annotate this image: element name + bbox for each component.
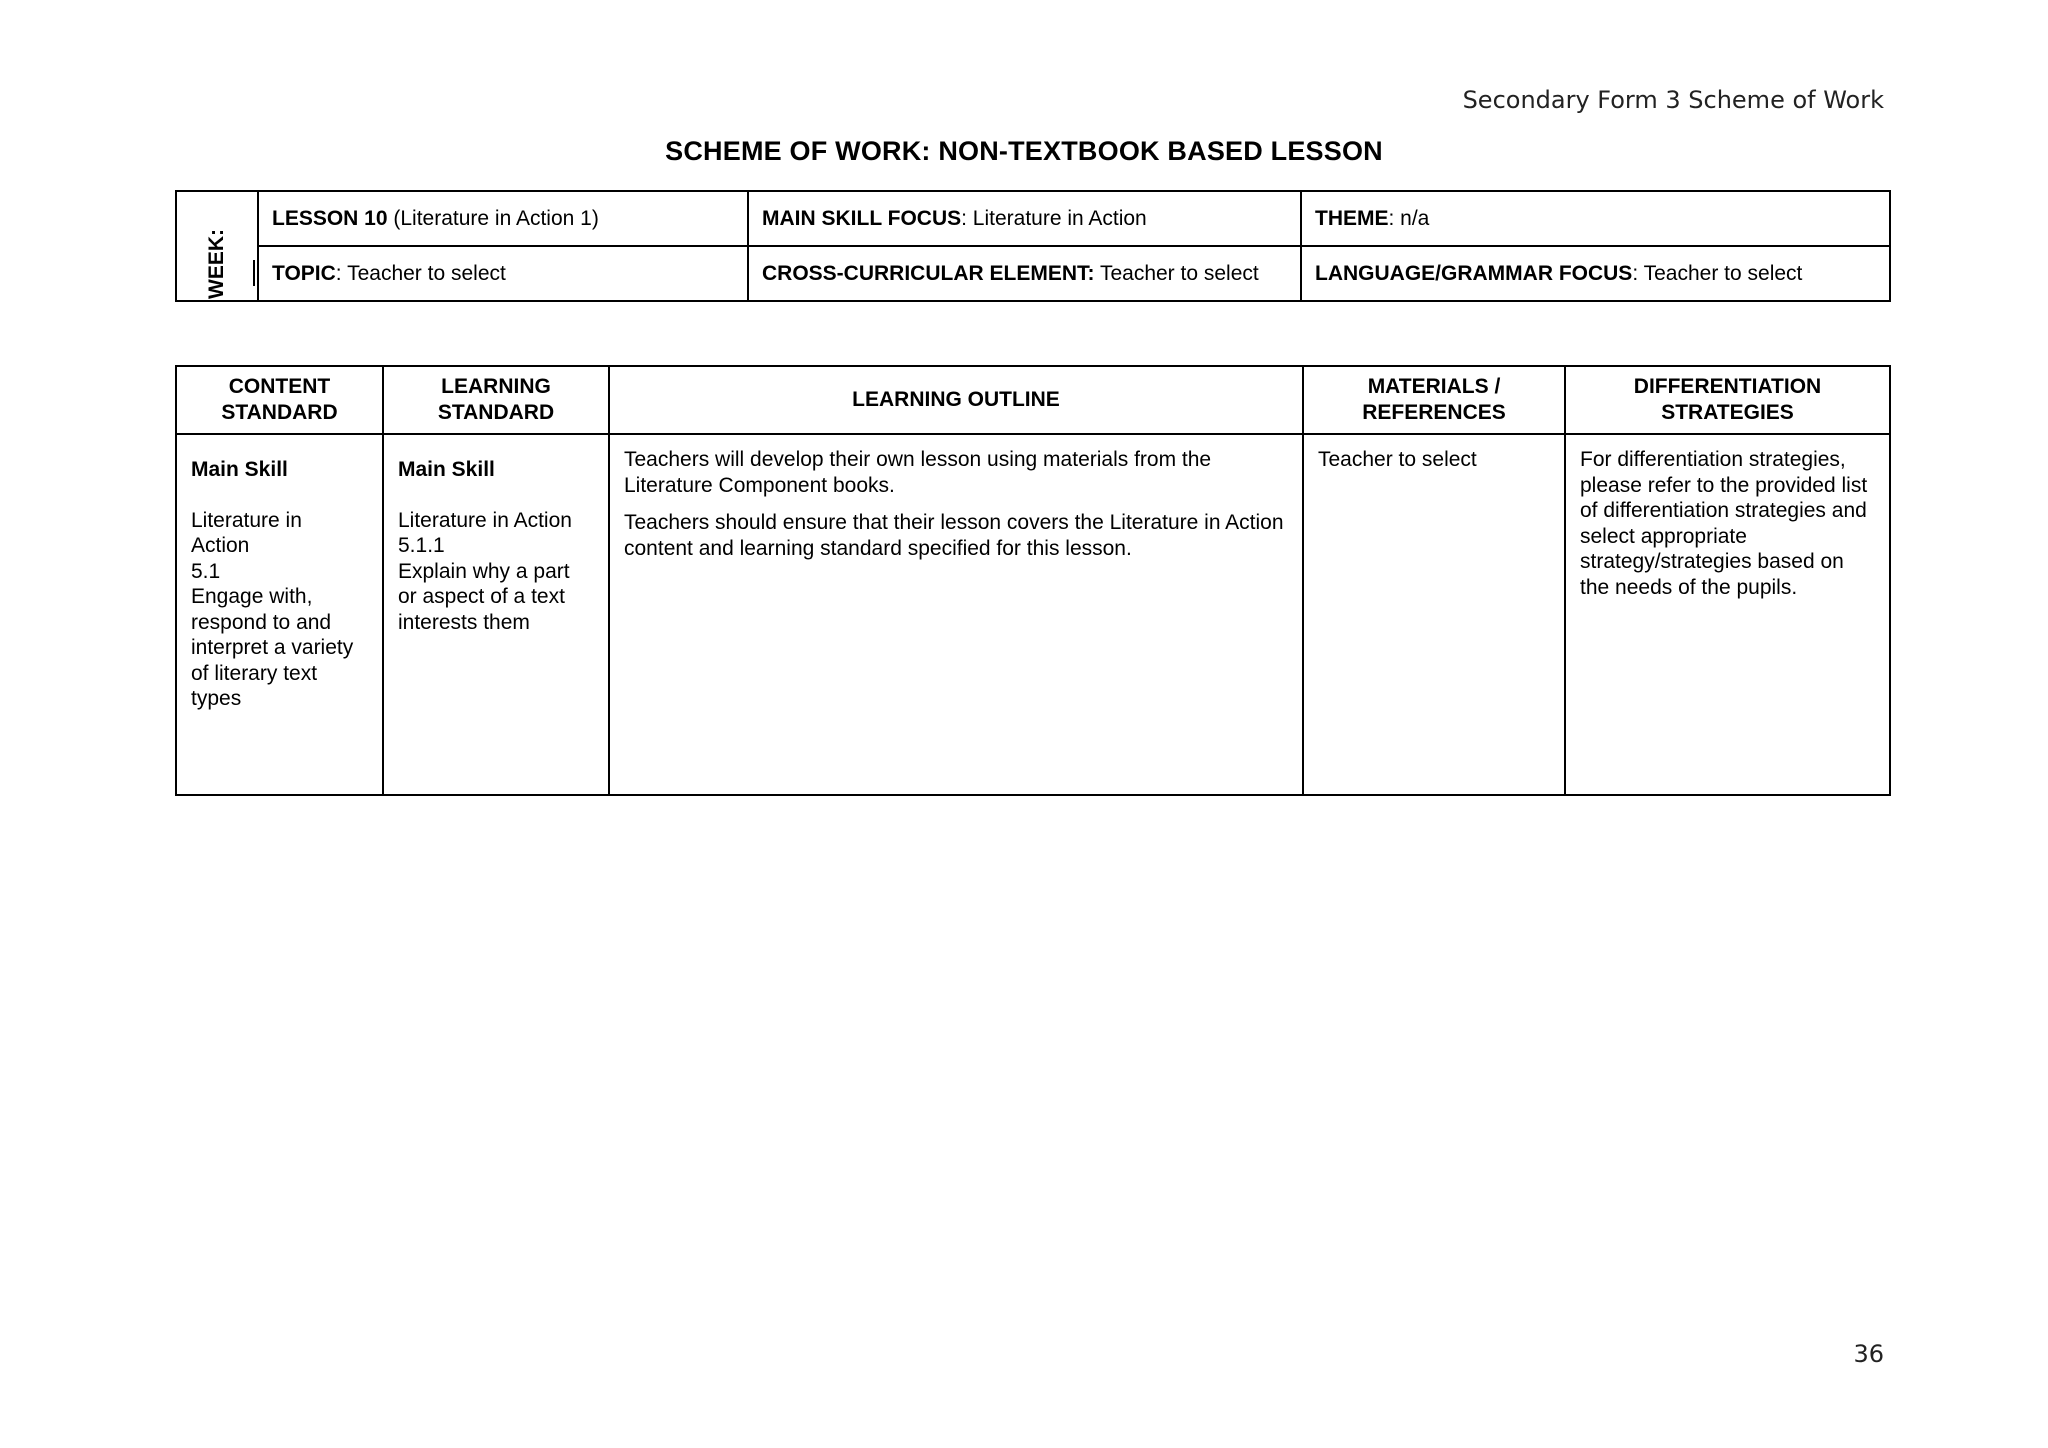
cross-curricular-label: CROSS-CURRICULAR ELEMENT: bbox=[762, 261, 1095, 285]
header-content-standard: CONTENT STANDARD bbox=[176, 366, 383, 434]
theme-label: THEME bbox=[1315, 206, 1389, 230]
topic-cell bbox=[258, 246, 748, 301]
lesson-info-table bbox=[175, 190, 1891, 302]
language-grammar-cell bbox=[1301, 246, 1890, 301]
theme-cell bbox=[1301, 191, 1890, 246]
scheme-table bbox=[175, 365, 1891, 796]
learning-standard-text: Literature in Action 5.1.1 Explain why a part or aspect of a text interests them bbox=[398, 508, 572, 634]
learning-outline-cell bbox=[609, 434, 1303, 795]
main-skill-value: : Literature in Action bbox=[961, 206, 1147, 230]
table-row bbox=[176, 434, 1890, 795]
header-differentiation-strategies: DIFFERENTIATION STRATEGIES bbox=[1565, 366, 1890, 434]
lesson-label: LESSON 10 bbox=[272, 206, 388, 230]
learning-standard-heading: Main Skill bbox=[398, 458, 495, 481]
main-skill-label: MAIN SKILL FOCUS bbox=[762, 206, 962, 230]
topic-value: : Teacher to select bbox=[335, 261, 506, 285]
materials-cell bbox=[1303, 434, 1565, 795]
lesson-value: (Literature in Action 1) bbox=[387, 206, 599, 230]
language-grammar-value: : Teacher to select bbox=[1632, 261, 1803, 285]
running-header: Secondary Form 3 Scheme of Work bbox=[1462, 86, 1884, 114]
differentiation-text: For differentiation strategies, please refer to the provided list of differentiation strategies and select appropriate strategy/strategies based on the needs of the pupils. bbox=[1580, 448, 1868, 599]
document-title: SCHEME OF WORK: NON-TEXTBOOK BASED LESSON bbox=[665, 136, 1383, 166]
week-value-line bbox=[253, 260, 255, 286]
main-skill-cell bbox=[748, 191, 1301, 246]
topic-label: TOPIC bbox=[272, 261, 336, 285]
theme-value: : n/a bbox=[1388, 206, 1430, 230]
header-learning-outline: LEARNING OUTLINE bbox=[609, 366, 1303, 434]
page-number: 36 bbox=[1853, 1340, 1884, 1368]
week-label: WEEK: bbox=[205, 229, 228, 299]
lesson-cell bbox=[258, 191, 748, 246]
content-standard-heading: Main Skill bbox=[191, 458, 288, 481]
learning-outline-paragraph-2: Teachers should ensure that their lesson covers the Literature in Action content and learning standard specified for this lesson. bbox=[624, 511, 1284, 560]
learning-standard-cell bbox=[383, 434, 609, 795]
cross-curricular-value: Teacher to select bbox=[1094, 261, 1259, 285]
content-standard-text: Literature in Action 5.1 Engage with, respond to and interpret a variety of literary text types bbox=[191, 508, 354, 710]
content-standard-cell bbox=[176, 434, 383, 795]
week-cell bbox=[176, 191, 258, 301]
header-materials-references: MATERIALS / REFERENCES bbox=[1303, 366, 1565, 434]
header-learning-standard: LEARNING STANDARD bbox=[383, 366, 609, 434]
materials-text: Teacher to select bbox=[1318, 448, 1477, 471]
differentiation-cell bbox=[1565, 434, 1890, 795]
language-grammar-label: LANGUAGE/GRAMMAR FOCUS bbox=[1315, 261, 1633, 285]
table-header-row bbox=[176, 366, 1890, 434]
learning-outline-paragraph-1: Teachers will develop their own lesson using materials from the Literature Component books. bbox=[624, 448, 1212, 497]
cross-curricular-cell bbox=[748, 246, 1301, 301]
